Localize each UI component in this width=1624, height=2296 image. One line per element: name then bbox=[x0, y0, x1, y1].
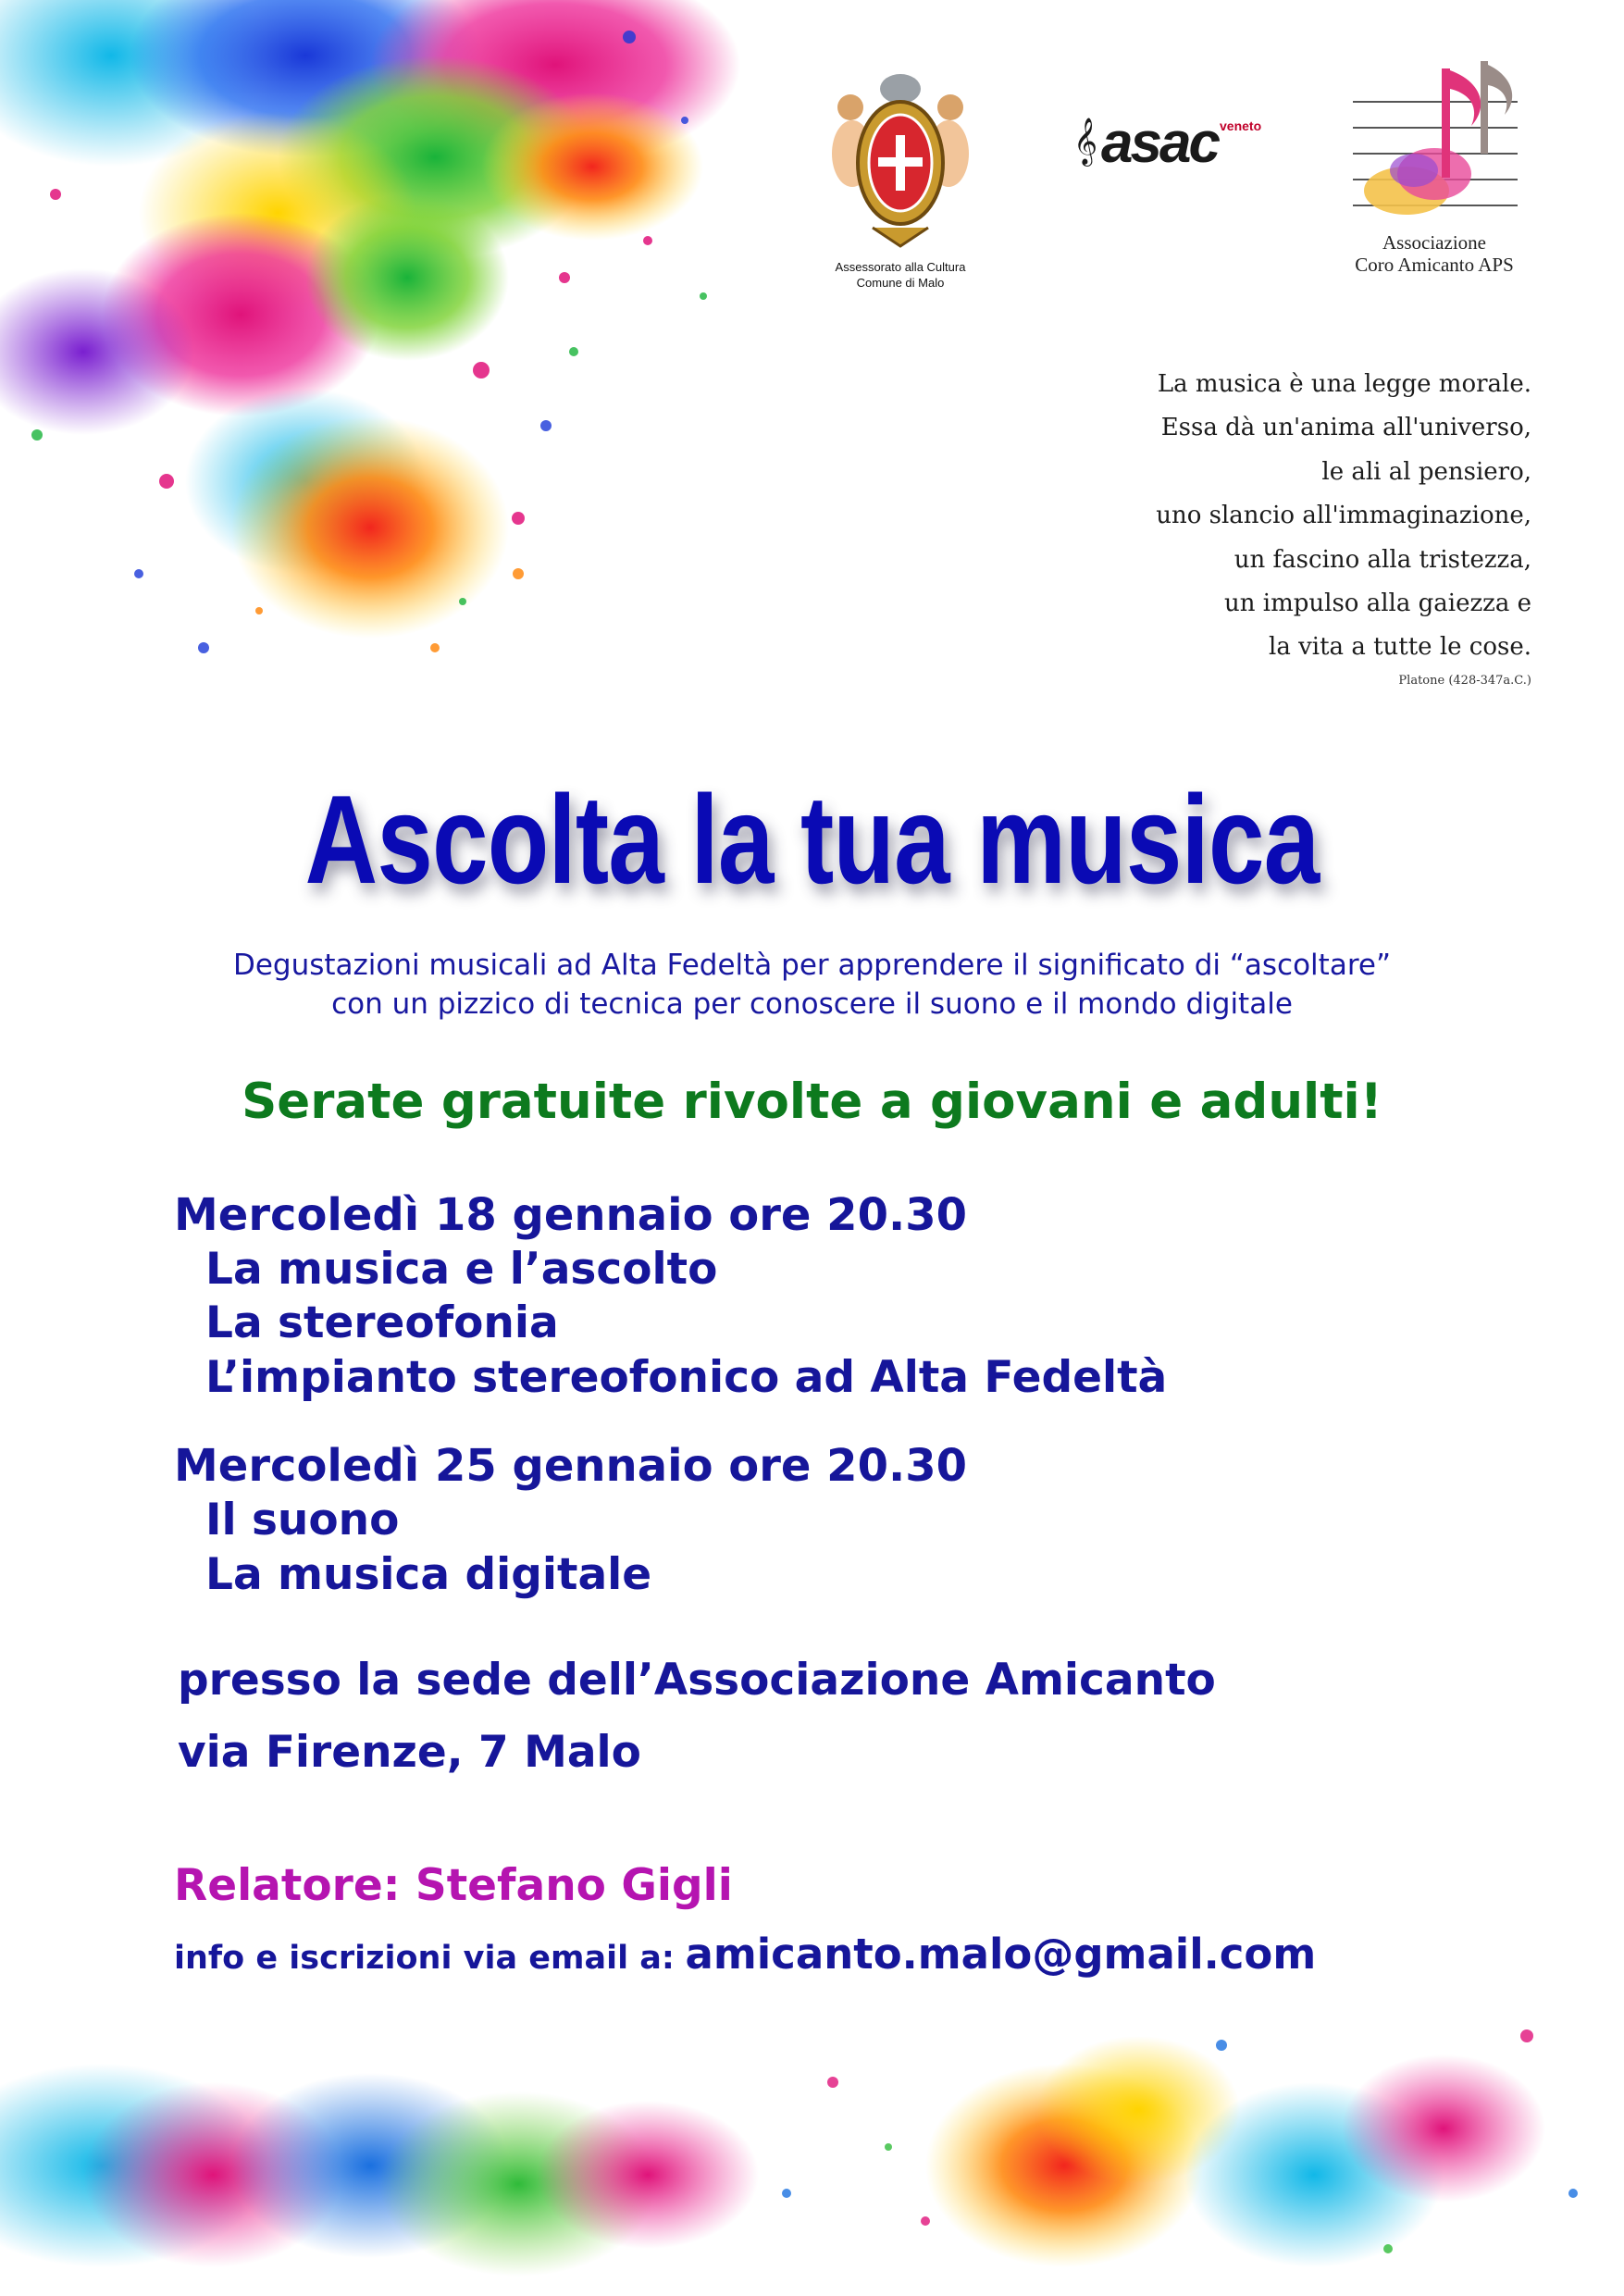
poster-title: Ascolta la tua musica bbox=[304, 769, 1320, 910]
event-1-date: Mercoledì 18 gennaio ore 20.30 bbox=[174, 1189, 967, 1241]
quote-line: La musica è una legge morale. bbox=[1157, 370, 1531, 398]
contact-info bbox=[174, 1930, 1316, 1979]
event-1-topic: L’impianto stereofonico ad Alta Fedeltà bbox=[205, 1352, 1168, 1403]
event-2-topic: La musica digitale bbox=[205, 1549, 652, 1600]
paint-splash-top-left bbox=[0, 0, 833, 722]
asac-veneto-logo bbox=[1073, 111, 1286, 185]
event-1-topic: La stereofonia bbox=[205, 1297, 559, 1348]
venue-address: via Firenze, 7 Malo bbox=[178, 1727, 641, 1778]
contact-label: info e iscrizioni via email a: bbox=[174, 1940, 675, 1977]
event-1-topic: La musica e l’ascolto bbox=[205, 1244, 718, 1295]
quote-line: Essa dà un'anima all'universo, bbox=[1160, 414, 1531, 442]
speaker-name: Relatore: Stefano Gigli bbox=[174, 1860, 733, 1911]
coro-caption-line2: Coro Amicanto APS bbox=[1355, 254, 1514, 276]
treble-clef-icon: 𝄞 bbox=[1073, 118, 1098, 165]
quote-line: un fascino alla tristezza, bbox=[1233, 545, 1531, 574]
contact-email-link[interactable]: amicanto.malo@gmail.com bbox=[685, 1930, 1317, 1979]
comune-caption-line2: Comune di Malo bbox=[856, 276, 945, 290]
quote-line: un impulso alla gaiezza e bbox=[1224, 590, 1531, 618]
quote-author: Platone (428-347a.C.) bbox=[1398, 673, 1531, 688]
subtitle-line2: con un pizzico di tecnica per conoscere il suono e il mondo digitale bbox=[331, 987, 1293, 1021]
quote-line: le ali al pensiero, bbox=[1321, 457, 1531, 486]
venue-line1: presso la sede dell’Associazione Amicanto bbox=[178, 1655, 1216, 1706]
coro-caption-line1: Associazione bbox=[1382, 231, 1486, 254]
comune-di-malo-logo bbox=[822, 70, 979, 291]
quote-line: la vita a tutte le cose. bbox=[1269, 633, 1531, 662]
quote-line: uno slancio all'immaginazione, bbox=[1156, 502, 1531, 530]
subtitle-line1: Degustazioni musicali ad Alta Fedeltà per apprendere il significato di “ascoltare” bbox=[232, 949, 1392, 982]
event-2-topic: Il suono bbox=[205, 1495, 400, 1545]
coro-amicanto-logo bbox=[1333, 61, 1536, 276]
plato-quote bbox=[1156, 363, 1531, 688]
comune-caption-line1: Assessorato alla Cultura bbox=[835, 260, 966, 274]
event-2-date: Mercoledì 25 gennaio ore 20.30 bbox=[174, 1440, 967, 1492]
asac-wordmark: asac bbox=[1101, 111, 1218, 175]
asac-veneto-label: veneto bbox=[1220, 118, 1262, 133]
coat-of-arms-icon bbox=[826, 70, 974, 255]
music-note-staff-icon bbox=[1342, 61, 1527, 228]
paint-splash-bottom bbox=[0, 1962, 1624, 2296]
free-evenings-tagline: Serate gratuite rivolte a giovani e adulti! bbox=[242, 1074, 1382, 1130]
